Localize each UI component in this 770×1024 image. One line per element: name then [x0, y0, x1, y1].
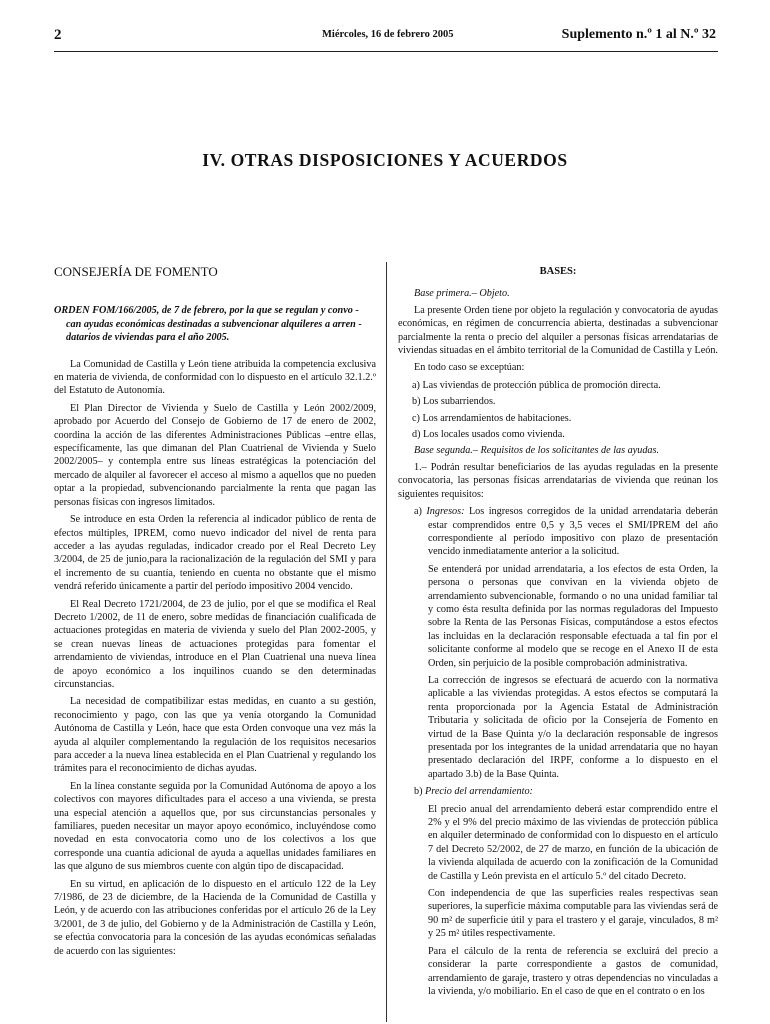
page-header — [54, 27, 716, 49]
base-1-heading: Base primera.– Objeto. — [414, 288, 510, 300]
requirement-b-label: b) — [414, 786, 423, 798]
base-2-heading: Base segunda.– Requisitos de los solicitantes de las ayudas. — [414, 445, 660, 457]
order-title — [54, 304, 376, 344]
requirement-b — [414, 785, 718, 798]
department-heading: CONSEJERÍA DE FOMENTO — [54, 264, 218, 279]
requirement-b-paragraph: Con independencia de que las superficies reales respectivas sean superiores, la superficie máxima computable para las viviendas será de 90 m² de superficie útil y para el trastero y el garaje, vinculados, 8 m² y 25 m² útiles respectivamente. — [428, 888, 718, 940]
exception-item: a) Las viviendas de protección pública de promoción directa. — [412, 379, 661, 391]
preamble-paragraph: En la línea constante seguida por la Comunidad Autónoma de apoyo a los colectivos con mayores dificultades para el acceso a una vivienda, se presta una especial atención a aquellos que, por sus circunstancias personales y familiares, pueden necesitar un mayor apoyo económico, incluyéndose como novedad en esta convocatoria como uno de los colectivos a los que corresponde una cuantía adicional de ayuda a aquellas unidades familiares en las que alguno de sus miembros cuente con algún tipo de discapacidad. — [54, 780, 376, 873]
requirement-a-title: Ingresos: — [426, 506, 465, 518]
exception-item: c) Los arrendamientos de habitaciones. — [412, 412, 572, 424]
preamble-paragraph: En su virtud, en aplicación de lo dispuesto en el artículo 122 de la Ley 7/1986, de 23 de diciembre, de la Hacienda de la Comunidad de Castilla y León, y de acuerdo con las atribuciones conferidas por el artículo 26 de la Ley 3/2001, de 3 de julio, del Gobierno y de la Administración de Castilla y León, se efectúa convocatoria para la concesión de las ayudas económicas señaladas de acuerdo con las siguientes: — [54, 878, 376, 957]
section-title: IV. OTRAS DISPOSICIONES Y ACUERDOS — [202, 150, 568, 170]
base-1-exceptions-intro: En todo caso se exceptúan: — [414, 362, 525, 374]
order-title-line-1: ORDEN FOM/166/2005, de 7 de febrero, por la que se regulan y convo - — [54, 305, 359, 317]
right-column — [398, 265, 718, 1002]
requirement-a-body — [428, 563, 718, 782]
preamble-paragraph: La necesidad de compatibilizar estas medidas, en cuanto a su gestión, reconocimiento y pago, con las que ya venía otorgando la Comunidad Autónoma de Castilla y León, hace que esta Orden convoque una vez más la ayuda al alquiler complementando la regulación de los requisitos necesarios para acceder a la nueva línea establecida en el Plan Cuatrienal y regulando los trámites para el reconocimiento de dichas ayudas. — [54, 696, 376, 775]
order-title-line-3: datarios de viviendas para el año 2005. — [66, 332, 230, 344]
requirement-b-paragraph: Para el cálculo de la renta de referencia se excluirá del precio a considerar la parte correspondiente a gastos de comunidad, arrendamiento de garaje, trastero y otras dependencias no vinculadas a la vivienda, y/o mobiliario. En el caso de que en el contrato o en los — [428, 945, 718, 997]
header-rule — [54, 51, 718, 52]
preamble-paragraph: El Plan Director de Vivienda y Suelo de Castilla y León 2002/2009, aprobado por Acuerdo del Consejo de Gobierno de 17 de enero de 2002, coordina la acción de las diferentes Administraciones Públicas –entre ellas, específicamente, las que dimanan del Plan Cuatrienal de Vivienda y Suelo 2002/2005– y contempla entre sus líneas estratégicas la potenciación del mercado de alquiler al favorecer el acceso al mismo a aquellos que no pueden optar a la propiedad, subvencionando parcialmente la renta que pagan las personas físicas con ingresos limitados. — [54, 402, 376, 508]
preamble-paragraph: La Comunidad de Castilla y León tiene atribuida la competencia exclusiva en materia de vivienda, de conformidad con lo dispuesto en el artículo 32.1.2.º del Estatuto de Autonomía. — [54, 358, 376, 397]
requirement-a-paragraph: La corrección de ingresos se efectuará de acuerdo con la normativa aplicable a las viviendas protegidas. A estos efectos se computará la renta proporcionada por la Agencia Estatal de Administración Tributaria y solicitada de oficio por la Consejería de Fomento en virtud de la Base Quinta y/o la declaración responsable de ingresos presentada por los integrantes de la unidad arrendataria que no hayan presentado declaración del IRPF, conforme a lo dispuesto en el apartado 3.b) de la Base Quinta. — [428, 674, 718, 780]
requirement-a-label: a) — [414, 506, 422, 518]
base-1-paragraph: La presente Orden tiene por objeto la regulación y convocatoria de ayudas económicas, en régimen de concurrencia abierta, destinadas a subvencionar parcialmente la renta o precio del alquiler a personas físicas arrendatarias de viviendas situadas en el ámbito territorial de la Comunidad de Castilla y León. — [398, 304, 718, 357]
column-divider — [386, 262, 387, 1022]
requirement-b-body — [428, 803, 718, 999]
requirement-b-paragraph: El precio anual del arrendamiento deberá estar comprendido entre el 2% y el 9% del precio máximo de las viviendas de protección pública en alquiler determinado de conformidad con lo dispuesto en el artículo 7 del Decreto 52/2002, de 27 de marzo, en función de la ubicación de la vivienda alquilada de acuerdo con la zonificación de la Comunidad de Castilla y León prevista en el artículo 5.º del citado Decreto. — [428, 803, 718, 882]
supplement-label: Suplemento n.º 1 al N.º 32 — [561, 27, 716, 42]
publication-date: Miércoles, 16 de febrero 2005 — [322, 29, 454, 40]
requirement-b-title: Precio del arrendamiento: — [425, 786, 533, 798]
preamble-paragraph: Se introduce en esta Orden la referencia al indicador público de renta de efectos múltiples, IPREM, como nuevo indicador del nivel de renta para acceder a las ayudas reguladas, indicador creado por el Real Decreto Ley 3/2004, de 25 de junio,para la racionalización de la regulación del SMI y para el incremento de su cuantía, teniendo en cuenta no obstante que el mismo vendrá referido únicamente a partir del período impositivo 2004 vencido. — [54, 514, 376, 593]
order-title-line-2: can ayudas económicas destinadas a subvencionar alquileres a arren - — [66, 318, 362, 330]
left-column — [54, 265, 376, 962]
preamble-paragraph: El Real Decreto 1721/2004, de 23 de julio, por el que se modifica el Real Decreto 1/2002, de 11 de enero, sobre medidas de financiación cualificada de actuaciones protegidas en materia de vivienda y suelo del Plan 2002-2005, y se crean nuevas líneas de actuaciones protegidas para fomentar el arrendamiento de viviendas, introduce en el Plan Cuatrienal una nueva línea de apoyo económico a los inquilinos cuando se den determinadas circunstancias. — [54, 598, 376, 690]
requirement-a-paragraph: Se entenderá por unidad arrendataria, a los efectos de esta Orden, la persona o personas que convivan en la vivienda objeto de arrendamiento subvencionable, formando o no una unidad familiar tal y como ésta resulta definida por las normas reguladoras del Impuesto sobre la Renta de las Personas Físicas, computándose a estos efectos las incluidas en la declaración responsable efectuada a tal fin por el solicitante conforme al modelo que se recoge en el Anexo II de esta Orden, sin perjuicio de la posible comprobación administrativa. — [428, 563, 718, 669]
base-2-paragraph: 1.– Podrán resultar beneficiarios de las ayudas reguladas en la presente convocatoria, las personas físicas arrendatarias de vivienda que reúnan los siguientes requisitos: — [398, 461, 718, 500]
page-number: 2 — [54, 27, 62, 43]
exception-item: d) Los locales usados como vivienda. — [412, 429, 565, 441]
bases-heading: BASES: — [539, 266, 577, 277]
requirement-a-text: Los ingresos corregidos de la unidad arrendataria deberán estar comprendidos entre 0,5 y 3,5 veces el SMI/IPREM del año correspondiente al período impositivo con plazo de presentación vencido inmediatamente anterior a la solicitud. — [428, 506, 718, 558]
exception-item: b) Los subarriendos. — [412, 396, 496, 408]
requirement-a — [414, 505, 718, 559]
